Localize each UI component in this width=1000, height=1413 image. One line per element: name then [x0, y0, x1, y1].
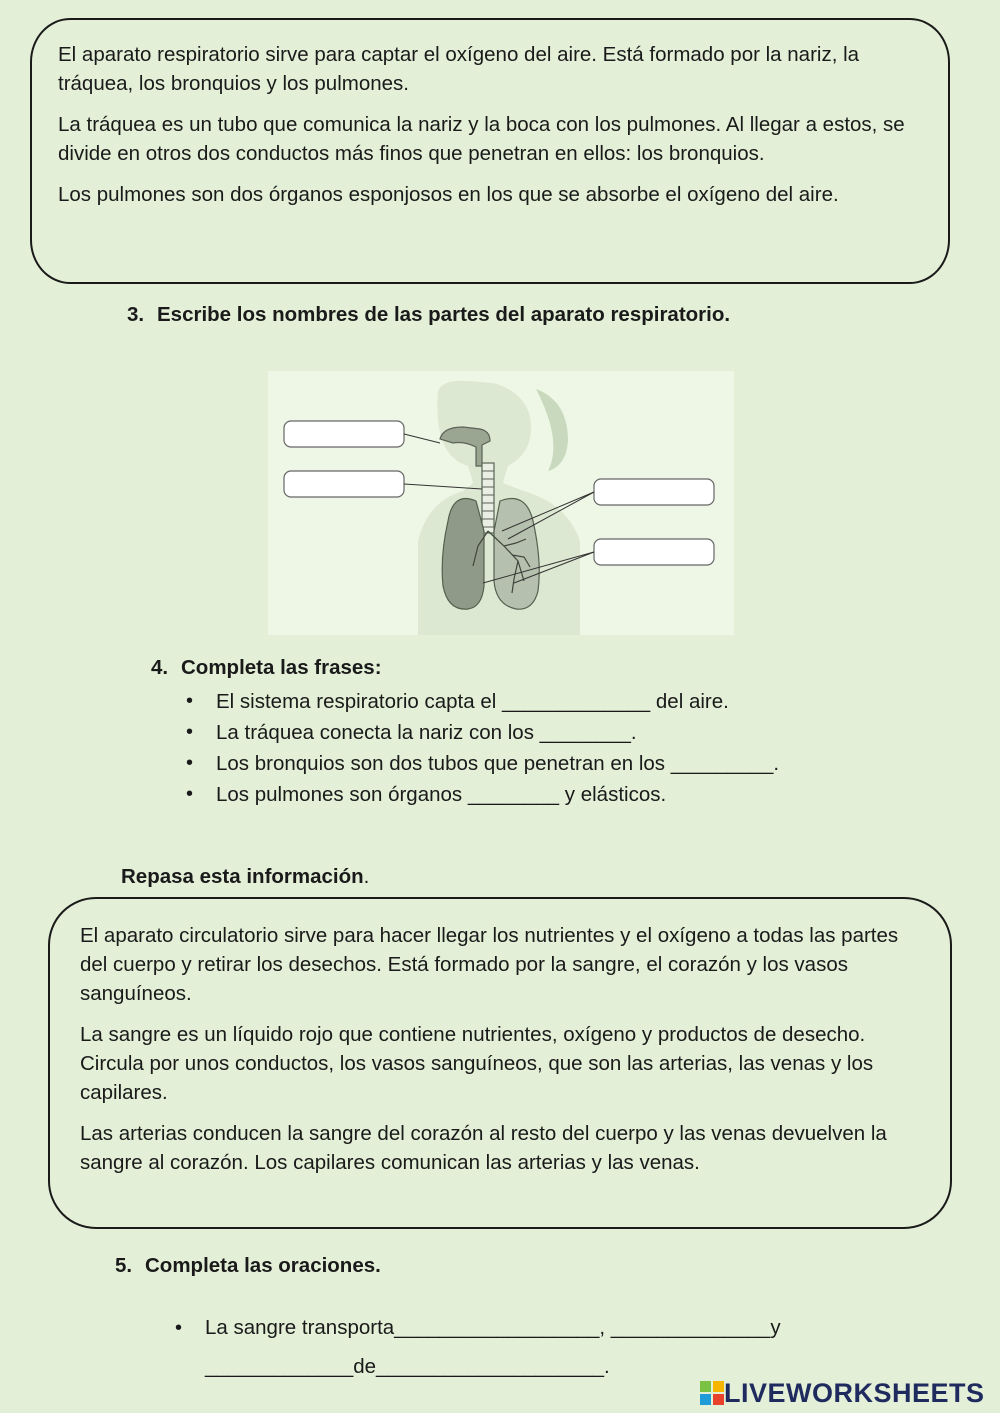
- info-box-circulatory: [48, 897, 952, 1229]
- question-number: 4.: [151, 656, 169, 679]
- label-box-2[interactable]: [284, 471, 404, 497]
- list-item[interactable]: • La tráquea conecta la nariz con los ________.: [216, 717, 779, 748]
- question-3-heading: [127, 303, 730, 327]
- info-paragraph: Las arterias conducen la sangre del corazón al resto del cuerpo y las venas devuelven la sangre al corazón. Los capilares comunican las arterias y las venas.: [80, 1122, 887, 1174]
- liveworksheets-logo-icon: [700, 1381, 724, 1405]
- label-box-4[interactable]: [594, 539, 714, 565]
- question-5-line-2[interactable]: _____________de____________________.: [205, 1355, 610, 1378]
- question-text: Completa las oraciones.: [145, 1254, 381, 1277]
- question-5-sentences: [205, 1314, 781, 1354]
- label-box-3[interactable]: [594, 479, 714, 505]
- question-number: 5.: [115, 1254, 133, 1277]
- question-4-sentences: [216, 686, 779, 810]
- liveworksheets-wordmark: LIVEWORKSHEETS: [724, 1377, 985, 1408]
- question-number: 3.: [127, 303, 145, 326]
- info-box-respiratory: [30, 18, 950, 284]
- review-heading: [121, 865, 369, 889]
- liveworksheets-logo: [700, 1378, 985, 1408]
- info-paragraph: El aparato respiratorio sirve para captar el oxígeno del aire. Está formado por la nariz, la tráquea, los bronquios y los pulmones.: [58, 43, 860, 95]
- label-box-1[interactable]: [284, 421, 404, 447]
- respiratory-diagram-svg: [268, 371, 734, 635]
- question-text: Completa las frases:: [181, 656, 382, 679]
- list-item[interactable]: • La sangre transporta__________________, ______________y: [205, 1314, 781, 1354]
- review-period: .: [363, 865, 370, 888]
- question-5-heading: [115, 1254, 381, 1278]
- list-item[interactable]: • Los pulmones son órganos ________ y elásticos.: [216, 779, 779, 810]
- list-item[interactable]: • El sistema respiratorio capta el _____________ del aire.: [216, 686, 779, 717]
- info-paragraph: La sangre es un líquido rojo que contiene nutrientes, oxígeno y productos de desecho. Circula por unos conductos, los vasos sanguíneos, que son las arterias, las venas y los capilares.: [80, 1023, 874, 1104]
- question-text: Escribe los nombres de las partes del aparato respiratorio.: [157, 303, 731, 326]
- question-4-heading: [151, 656, 382, 680]
- info-paragraph: El aparato circulatorio sirve para hacer llegar los nutrientes y el oxígeno a todas las partes del cuerpo y retirar los desechos. Está formado por la sangre, el corazón y los vasos sanguíneos.: [80, 924, 899, 1005]
- trachea-shape: [482, 463, 494, 533]
- review-title: Repasa esta información: [121, 865, 364, 888]
- info-paragraph: La tráquea es un tubo que comunica la nariz y la boca con los pulmones. Al llegar a estos, se divide en otros dos conductos más finos que penetran en ellos: los bronquios.: [58, 113, 905, 165]
- respiratory-system-diagram: [268, 371, 734, 635]
- list-item[interactable]: • Los bronquios son dos tubos que penetran en los _________.: [216, 748, 779, 779]
- info-paragraph: Los pulmones son dos órganos esponjosos en los que se absorbe el oxígeno del aire.: [58, 183, 839, 206]
